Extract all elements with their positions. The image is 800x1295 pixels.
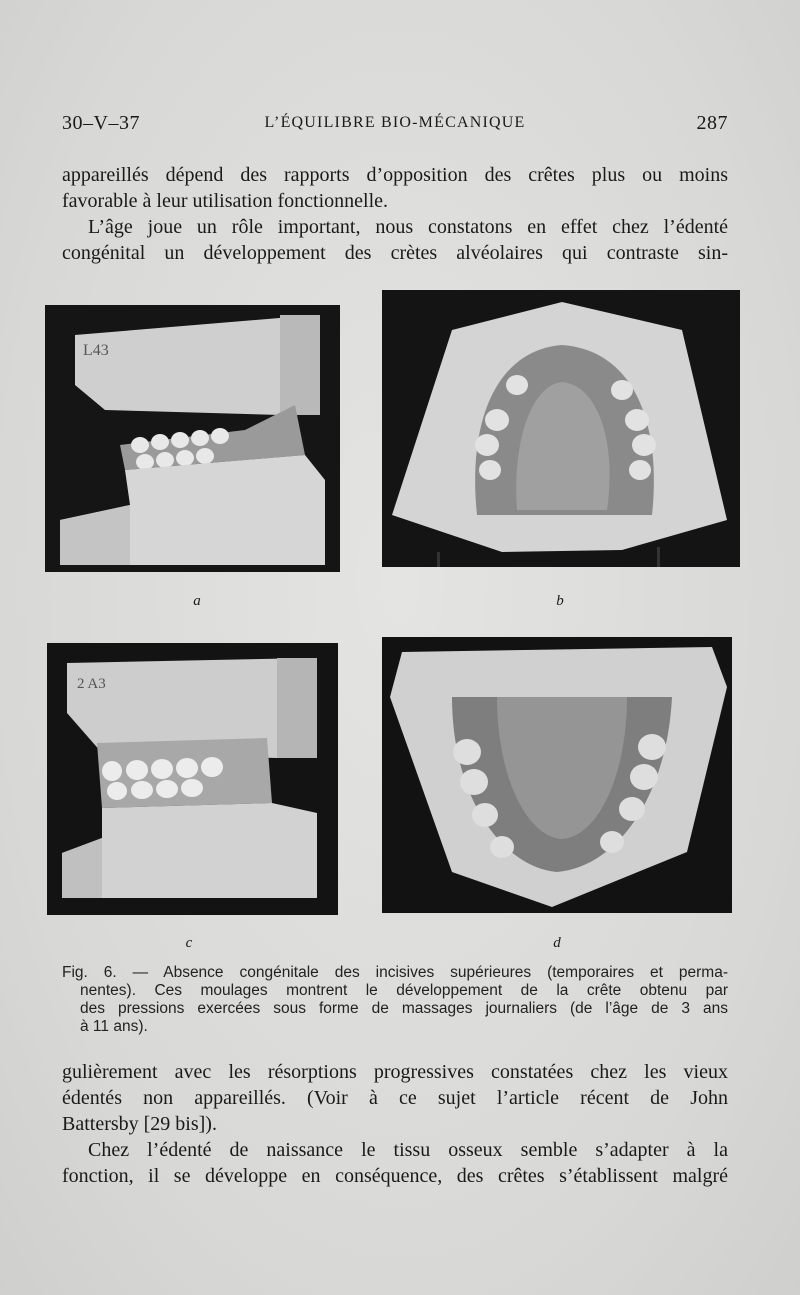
text-line: congénital un développement des crètes alvéolaires qui contraste sin-: [62, 242, 728, 264]
photo-panel-b: [382, 290, 740, 567]
panel-label-b: b: [556, 593, 564, 609]
text-line: favorable à leur utilisation fonctionnelle.: [62, 190, 388, 212]
cast-mark: L43: [83, 342, 109, 359]
bottom-paragraph: [62, 1059, 728, 1189]
running-title: L’ÉQUILIBRE BIO-MÉCANIQUE: [264, 114, 526, 131]
caption-line: à 11 ans).: [80, 1018, 148, 1035]
photo-panel-d: [382, 637, 732, 913]
text-line: édentés non appareillés. (Voir à ce sujet l’article récent de John: [62, 1087, 728, 1109]
issue-date: 30–V–37: [62, 112, 140, 134]
top-paragraph: [62, 162, 728, 266]
running-head: [62, 112, 728, 142]
text-line: gulièrement avec les résorptions progressives constatées chez les vieux: [62, 1061, 728, 1083]
panel-label-c: c: [185, 935, 193, 951]
text-line: Chez l’édenté de naissance le tissu osseux semble s’adapter à la: [88, 1139, 728, 1161]
photo-panel-c: [47, 643, 338, 915]
caption-line: nentes). Ces moulages montrent le développement de la crête obtenu par: [80, 982, 728, 999]
caption-line: Fig. 6. — Absence congénitale des incisives supérieures (temporaires et perma-: [62, 964, 728, 981]
panel-label-a: a: [193, 593, 201, 609]
cast-mark: 2 A3: [77, 676, 106, 692]
page-number: 287: [696, 112, 728, 134]
figure-caption: [62, 964, 728, 1036]
text-line: L’âge joue un rôle important, nous constatons en effet chez l’édenté: [88, 216, 728, 238]
caption-line: des pressions exercées sous forme de massages journaliers (de l’âge de 3 ans: [80, 1000, 728, 1017]
text-line: Battersby [29 bis]).: [62, 1113, 217, 1135]
text-line: appareillés dépend des rapports d’opposition des crêtes plus ou moins: [62, 164, 728, 186]
photo-panel-a: [45, 305, 340, 572]
panel-label-d: d: [553, 935, 561, 951]
text-line: fonction, il se développe en conséquence, des crêtes s’établissent malgré: [62, 1165, 728, 1187]
